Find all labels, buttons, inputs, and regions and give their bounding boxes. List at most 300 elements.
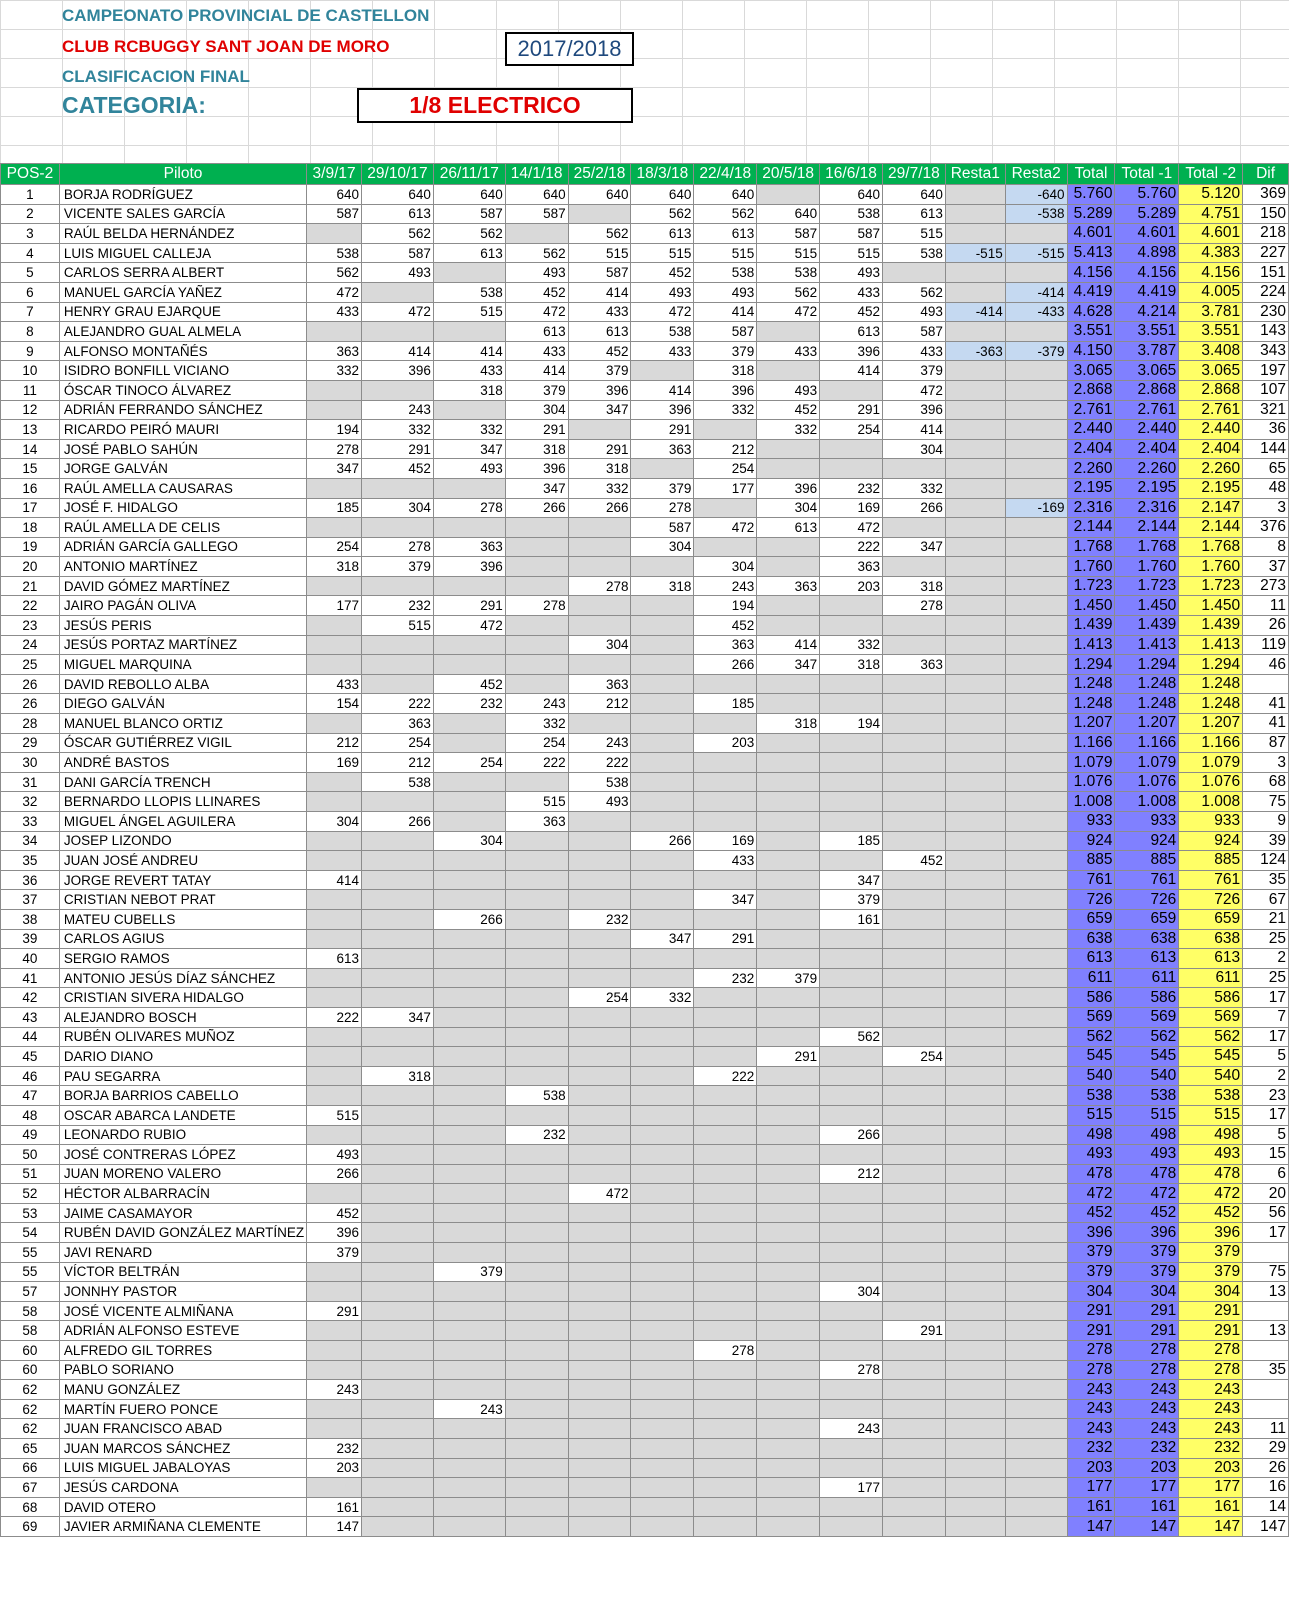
position-cell: 14 [1, 439, 60, 459]
total-minus-2-cell: 2.440 [1179, 420, 1243, 440]
race-score-cell: 332 [882, 478, 945, 498]
race-score-cell [694, 870, 757, 890]
discard-cell [1005, 518, 1067, 538]
race-score-cell [307, 576, 362, 596]
total-minus-2-cell: 586 [1179, 988, 1243, 1008]
race-score-cell [568, 204, 631, 224]
race-score-cell [505, 1341, 568, 1361]
race-score-cell [362, 576, 434, 596]
race-score-cell [882, 1164, 945, 1184]
difference-cell: 65 [1243, 459, 1289, 479]
pilot-name-cell: ÓSCAR GUTIÉRREZ VIGIL [59, 733, 306, 753]
race-score-cell: 243 [568, 733, 631, 753]
total-cell: 3.787 [1115, 341, 1179, 361]
difference-cell: 376 [1243, 518, 1289, 538]
race-score-cell: 304 [694, 557, 757, 577]
race-score-cell [694, 1517, 757, 1537]
race-score-cell [694, 1321, 757, 1341]
table-row [1, 518, 1289, 538]
race-score-cell [631, 1517, 694, 1537]
table-row [1, 420, 1289, 440]
discard-cell [945, 420, 1005, 440]
total-minus-2-cell: 1.294 [1179, 655, 1243, 675]
race-score-cell [631, 714, 694, 734]
race-score-cell [882, 870, 945, 890]
total-cell: 2.761 [1115, 400, 1179, 420]
total-cell: 472 [1115, 1184, 1179, 1204]
position-cell: 39 [1, 929, 60, 949]
race-score-cell: 414 [505, 361, 568, 381]
discard-cell [1005, 380, 1067, 400]
difference-cell: 13 [1243, 1321, 1289, 1341]
table-row [1, 733, 1289, 753]
race-score-cell [757, 1517, 820, 1537]
pilot-name-cell: ALFONSO MONTAÑÉS [59, 341, 306, 361]
race-score-cell: 347 [307, 459, 362, 479]
discard-cell [945, 635, 1005, 655]
table-row [1, 537, 1289, 557]
race-score-cell [433, 1066, 505, 1086]
race-score-cell: 266 [820, 1125, 883, 1145]
position-cell: 21 [1, 576, 60, 596]
column-header: Resta1 [945, 164, 1005, 185]
discard-cell [1005, 694, 1067, 714]
race-score-cell: 414 [631, 380, 694, 400]
table-row [1, 1223, 1289, 1243]
race-score-cell [362, 1517, 434, 1537]
race-score-cell [820, 459, 883, 479]
race-score-cell [568, 1439, 631, 1459]
race-score-cell: 414 [694, 302, 757, 322]
race-score-cell: 515 [362, 616, 434, 636]
race-score-cell [882, 792, 945, 812]
race-score-cell [362, 1360, 434, 1380]
race-score-cell: 347 [568, 400, 631, 420]
race-score-cell [820, 1007, 883, 1027]
table-row [1, 1184, 1289, 1204]
race-score-cell: 194 [694, 596, 757, 616]
total-cell: 278 [1115, 1341, 1179, 1361]
difference-cell: 6 [1243, 1164, 1289, 1184]
race-score-cell [757, 792, 820, 812]
discard-cell [1005, 1399, 1067, 1419]
position-cell: 29 [1, 733, 60, 753]
race-score-cell: 266 [694, 655, 757, 675]
race-score-cell [757, 909, 820, 929]
race-score-cell: 243 [820, 1419, 883, 1439]
race-score-cell [568, 596, 631, 616]
pilot-name-cell: HENRY GRAU EJARQUE [59, 302, 306, 322]
race-score-cell: 332 [820, 635, 883, 655]
total-cell: 493 [1067, 1145, 1115, 1165]
race-score-cell: 433 [820, 282, 883, 302]
total-minus-2-cell: 4.601 [1179, 224, 1243, 244]
race-score-cell [505, 968, 568, 988]
table-row [1, 831, 1289, 851]
race-score-cell: 379 [882, 361, 945, 381]
position-cell: 66 [1, 1458, 60, 1478]
race-score-cell [882, 459, 945, 479]
race-score-cell [882, 988, 945, 1008]
race-score-cell: 613 [694, 224, 757, 244]
race-score-cell: 379 [757, 968, 820, 988]
race-score-cell: 433 [757, 341, 820, 361]
total-minus-2-cell: 4.156 [1179, 263, 1243, 283]
total-cell: 4.156 [1067, 263, 1115, 283]
difference-cell: 147 [1243, 1517, 1289, 1537]
pilot-name-cell: MIGUEL MARQUINA [59, 655, 306, 675]
race-score-cell: 396 [307, 1223, 362, 1243]
race-score-cell [433, 1125, 505, 1145]
race-score-cell [694, 1164, 757, 1184]
race-score-cell [757, 439, 820, 459]
table-row [1, 380, 1289, 400]
race-score-cell [307, 988, 362, 1008]
race-score-cell [820, 988, 883, 1008]
race-score-cell [882, 1419, 945, 1439]
difference-cell: 5 [1243, 1047, 1289, 1067]
discard-cell [945, 753, 1005, 773]
race-score-cell: 493 [307, 1145, 362, 1165]
race-score-cell [757, 1458, 820, 1478]
race-score-cell [694, 1399, 757, 1419]
table-row [1, 1243, 1289, 1263]
race-score-cell [882, 890, 945, 910]
table-row [1, 243, 1289, 263]
discard-cell: -538 [1005, 204, 1067, 224]
total-cell: 4.419 [1067, 282, 1115, 302]
total-cell: 3.551 [1067, 322, 1115, 342]
total-cell: 761 [1067, 870, 1115, 890]
race-score-cell: 304 [820, 1282, 883, 1302]
race-score-cell [568, 1047, 631, 1067]
table-row [1, 576, 1289, 596]
pilot-name-cell: PABLO SORIANO [59, 1360, 306, 1380]
race-score-cell [694, 812, 757, 832]
race-score-cell [505, 851, 568, 871]
race-score-cell: 414 [882, 420, 945, 440]
race-score-cell [505, 1478, 568, 1498]
position-cell: 62 [1, 1399, 60, 1419]
race-score-cell [882, 714, 945, 734]
pilot-name-cell: RAÚL AMELLA DE CELIS [59, 518, 306, 538]
race-score-cell [757, 674, 820, 694]
race-score-cell [694, 988, 757, 1008]
position-cell: 55 [1, 1262, 60, 1282]
pilot-name-cell: ALEJANDRO BOSCH [59, 1007, 306, 1027]
total-minus-2-cell: 452 [1179, 1203, 1243, 1223]
race-score-cell [882, 831, 945, 851]
total-minus-2-cell: 545 [1179, 1047, 1243, 1067]
race-score-cell [882, 1360, 945, 1380]
total-minus-2-cell: 243 [1179, 1419, 1243, 1439]
race-score-cell: 613 [882, 204, 945, 224]
race-score-cell [568, 1203, 631, 1223]
pilot-name-cell: JOSÉ CONTRERAS LÓPEZ [59, 1145, 306, 1165]
race-score-cell [882, 674, 945, 694]
race-score-cell: 493 [882, 302, 945, 322]
race-score-cell [694, 753, 757, 773]
race-score-cell [757, 537, 820, 557]
race-score-cell [505, 1301, 568, 1321]
race-score-cell [820, 1301, 883, 1321]
race-score-cell: 613 [433, 243, 505, 263]
difference-cell: 67 [1243, 890, 1289, 910]
discard-cell [1005, 1341, 1067, 1361]
total-cell: 659 [1115, 909, 1179, 929]
discard-cell [1005, 1066, 1067, 1086]
race-score-cell [882, 1341, 945, 1361]
discard-cell: -414 [945, 302, 1005, 322]
race-score-cell [505, 1360, 568, 1380]
total-cell: 278 [1067, 1360, 1115, 1380]
total-cell: 3.065 [1067, 361, 1115, 381]
discard-cell [1005, 674, 1067, 694]
race-score-cell: 363 [362, 714, 434, 734]
total-cell: 1.760 [1067, 557, 1115, 577]
table-row [1, 1458, 1289, 1478]
race-score-cell [568, 1105, 631, 1125]
position-cell: 45 [1, 1047, 60, 1067]
race-score-cell [433, 1380, 505, 1400]
total-cell: 2.144 [1115, 518, 1179, 538]
pilot-name-cell: HÉCTOR ALBARRACÍN [59, 1184, 306, 1204]
position-cell: 52 [1, 1184, 60, 1204]
race-score-cell: 203 [307, 1458, 362, 1478]
discard-cell [945, 1145, 1005, 1165]
discard-cell [1005, 1262, 1067, 1282]
pilot-name-cell: PAU SEGARRA [59, 1066, 306, 1086]
table-row [1, 890, 1289, 910]
race-score-cell: 203 [694, 733, 757, 753]
total-cell: 1.450 [1115, 596, 1179, 616]
total-cell: 291 [1067, 1301, 1115, 1321]
race-score-cell: 185 [694, 694, 757, 714]
total-minus-2-cell: 4.383 [1179, 243, 1243, 263]
table-row [1, 909, 1289, 929]
table-row [1, 263, 1289, 283]
discard-cell [1005, 714, 1067, 734]
position-cell: 51 [1, 1164, 60, 1184]
race-score-cell [882, 635, 945, 655]
race-score-cell [757, 322, 820, 342]
race-score-cell [505, 1047, 568, 1067]
race-score-cell [820, 1399, 883, 1419]
race-score-cell [757, 929, 820, 949]
race-score-cell [307, 1360, 362, 1380]
race-score-cell [757, 1341, 820, 1361]
race-score-cell [505, 1399, 568, 1419]
race-score-cell [433, 988, 505, 1008]
position-cell: 22 [1, 596, 60, 616]
race-score-cell: 278 [568, 576, 631, 596]
discard-cell [1005, 812, 1067, 832]
race-score-cell [568, 1478, 631, 1498]
race-score-cell [307, 380, 362, 400]
total-cell: 3.551 [1115, 322, 1179, 342]
race-score-cell: 291 [882, 1321, 945, 1341]
race-score-cell: 515 [757, 243, 820, 263]
total-minus-2-cell: 1.248 [1179, 674, 1243, 694]
total-cell: 586 [1067, 988, 1115, 1008]
discard-cell [1005, 537, 1067, 557]
table-row [1, 1125, 1289, 1145]
total-cell: 5.413 [1067, 243, 1115, 263]
race-score-cell [882, 1203, 945, 1223]
race-score-cell: 254 [362, 733, 434, 753]
race-score-cell: 538 [362, 772, 434, 792]
race-score-cell [820, 1321, 883, 1341]
total-cell: 147 [1115, 1517, 1179, 1537]
race-score-cell: 318 [433, 380, 505, 400]
column-header: 18/3/18 [631, 164, 694, 185]
total-cell: 4.419 [1115, 282, 1179, 302]
race-score-cell: 363 [694, 635, 757, 655]
race-score-cell: 318 [757, 714, 820, 734]
total-minus-2-cell: 933 [1179, 812, 1243, 832]
race-score-cell [362, 929, 434, 949]
race-score-cell [694, 1478, 757, 1498]
discard-cell [1005, 1458, 1067, 1478]
difference-cell: 13 [1243, 1282, 1289, 1302]
race-score-cell: 493 [568, 792, 631, 812]
pilot-name-cell: JESÚS PERIS [59, 616, 306, 636]
race-score-cell: 493 [631, 282, 694, 302]
race-score-cell [631, 459, 694, 479]
discard-cell [945, 1027, 1005, 1047]
discard-cell [945, 968, 1005, 988]
race-score-cell: 640 [631, 185, 694, 205]
race-score-cell [882, 1262, 945, 1282]
race-score-cell: 332 [307, 361, 362, 381]
race-score-cell [568, 557, 631, 577]
race-score-cell [694, 1145, 757, 1165]
race-score-cell: 161 [307, 1497, 362, 1517]
table-row [1, 635, 1289, 655]
race-score-cell [820, 674, 883, 694]
race-score-cell: 433 [694, 851, 757, 871]
total-cell: 452 [1067, 1203, 1115, 1223]
difference-cell: 9 [1243, 812, 1289, 832]
table-row [1, 1164, 1289, 1184]
race-score-cell: 587 [820, 224, 883, 244]
race-score-cell: 318 [882, 576, 945, 596]
difference-cell: 3 [1243, 498, 1289, 518]
discard-cell: -169 [1005, 498, 1067, 518]
position-cell: 2 [1, 204, 60, 224]
pilot-name-cell: ADRIÁN ALFONSO ESTEVE [59, 1321, 306, 1341]
total-cell: 924 [1115, 831, 1179, 851]
race-score-cell: 396 [505, 459, 568, 479]
race-score-cell [505, 1419, 568, 1439]
race-score-cell [757, 1223, 820, 1243]
race-score-cell [568, 831, 631, 851]
race-score-cell: 169 [694, 831, 757, 851]
table-row [1, 694, 1289, 714]
difference-cell: 21 [1243, 909, 1289, 929]
race-score-cell: 291 [307, 1301, 362, 1321]
race-score-cell [757, 616, 820, 636]
total-minus-2-cell: 3.551 [1179, 322, 1243, 342]
discard-cell [945, 576, 1005, 596]
race-score-cell [307, 1027, 362, 1047]
race-score-cell [694, 1301, 757, 1321]
total-cell: 379 [1115, 1243, 1179, 1263]
race-score-cell: 363 [307, 341, 362, 361]
difference-cell: 8 [1243, 537, 1289, 557]
difference-cell: 218 [1243, 224, 1289, 244]
race-score-cell: 538 [694, 263, 757, 283]
race-score-cell [820, 1517, 883, 1537]
race-score-cell [631, 1439, 694, 1459]
discard-cell [1005, 1282, 1067, 1302]
position-cell: 4 [1, 243, 60, 263]
race-score-cell [820, 1497, 883, 1517]
race-score-cell [505, 1439, 568, 1459]
discard-cell [1005, 576, 1067, 596]
race-score-cell [568, 968, 631, 988]
race-score-cell [631, 1145, 694, 1165]
column-header: Piloto [59, 164, 306, 185]
race-score-cell: 472 [362, 302, 434, 322]
race-score-cell [362, 518, 434, 538]
race-score-cell: 318 [362, 1066, 434, 1086]
race-score-cell [757, 1086, 820, 1106]
race-score-cell: 194 [307, 420, 362, 440]
race-score-cell [433, 1243, 505, 1263]
discard-cell [1005, 322, 1067, 342]
total-cell: 493 [1115, 1145, 1179, 1165]
pilot-name-cell: MIGUEL ÁNGEL AGUILERA [59, 812, 306, 832]
race-score-cell [362, 1458, 434, 1478]
race-score-cell [694, 1125, 757, 1145]
table-row [1, 1497, 1289, 1517]
total-cell: 726 [1067, 890, 1115, 910]
total-cell: 569 [1115, 1007, 1179, 1027]
race-score-cell [362, 1086, 434, 1106]
race-score-cell [433, 655, 505, 675]
category-box: 1/8 ELECTRICO [357, 88, 633, 123]
table-row [1, 851, 1289, 871]
discard-cell [945, 1517, 1005, 1537]
position-cell: 23 [1, 616, 60, 636]
race-score-cell: 161 [820, 909, 883, 929]
total-minus-2-cell: 498 [1179, 1125, 1243, 1145]
race-score-cell: 493 [694, 282, 757, 302]
table-row [1, 185, 1289, 205]
race-score-cell [757, 1439, 820, 1459]
total-cell: 1.008 [1067, 792, 1115, 812]
race-score-cell: 222 [307, 1007, 362, 1027]
race-score-cell [882, 1517, 945, 1537]
difference-cell: 7 [1243, 1007, 1289, 1027]
race-score-cell [433, 1145, 505, 1165]
pilot-name-cell: BORJA BARRIOS CABELLO [59, 1086, 306, 1106]
discard-cell [1005, 1360, 1067, 1380]
race-score-cell [505, 1105, 568, 1125]
race-score-cell: 291 [362, 439, 434, 459]
position-cell: 37 [1, 890, 60, 910]
position-cell: 44 [1, 1027, 60, 1047]
race-score-cell: 254 [505, 733, 568, 753]
pilot-name-cell: ADRIÁN FERRANDO SÁNCHEZ [59, 400, 306, 420]
difference-cell: 224 [1243, 282, 1289, 302]
discard-cell [945, 1458, 1005, 1478]
total-cell: 243 [1115, 1380, 1179, 1400]
total-cell: 2.144 [1067, 518, 1115, 538]
table-row [1, 988, 1289, 1008]
difference-cell: 37 [1243, 557, 1289, 577]
